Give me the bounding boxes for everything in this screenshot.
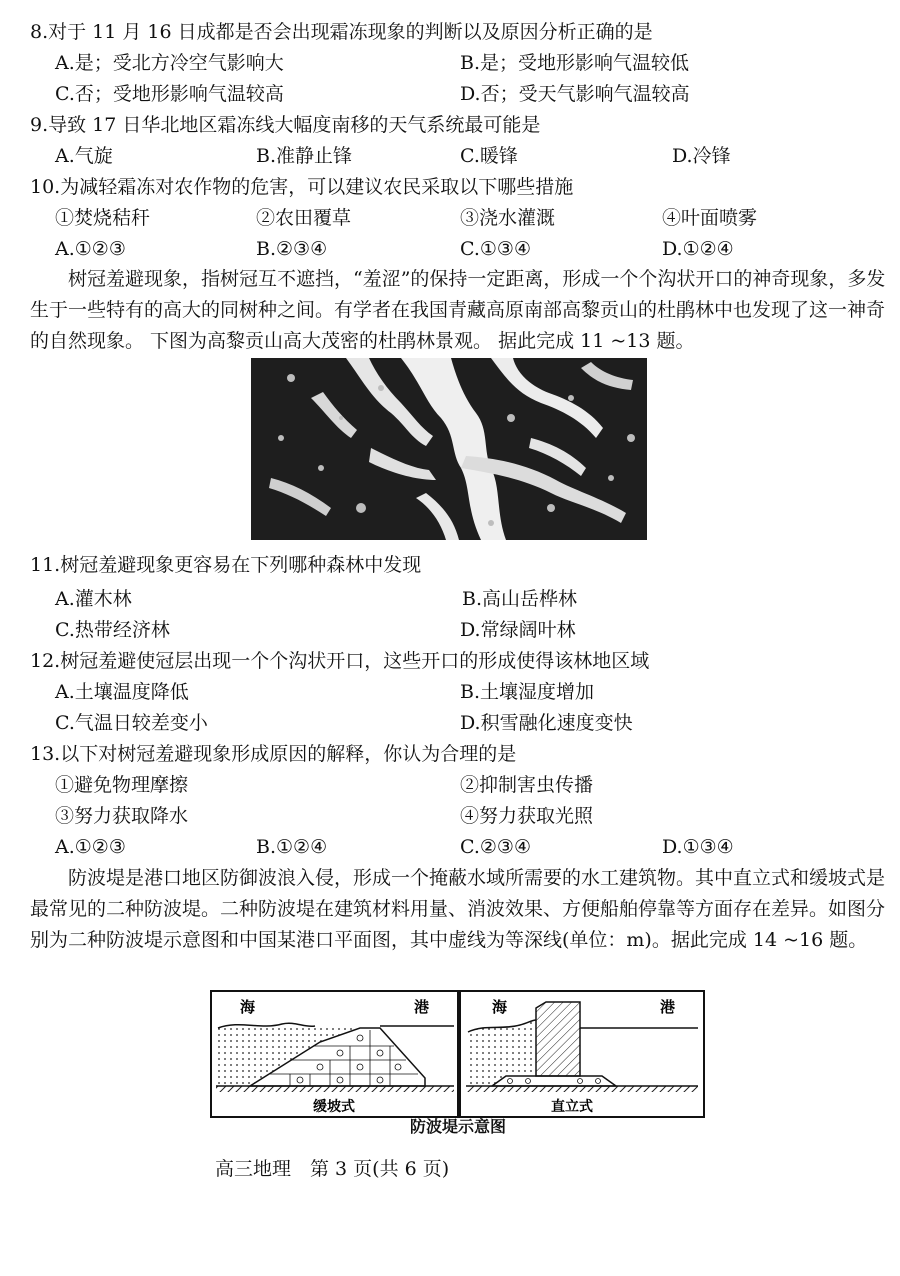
q11-option-c: C.热带经济林 <box>55 619 170 641</box>
passage-breakwater <box>30 863 890 956</box>
q13-item-3: ③努力获取降水 <box>55 805 189 827</box>
right-port-label: 港 <box>660 998 676 1016</box>
q11-option-b: B.高山岳桦林 <box>462 588 578 610</box>
q8-option-a: A.是；受北方冷空气影响大 <box>55 52 284 74</box>
q10-option-c: C.①③④ <box>460 238 531 260</box>
q9-option-c: C.暖锋 <box>460 145 518 167</box>
q10-item-4: ④叶面喷雾 <box>662 207 758 229</box>
q10-option-a: A.①②③ <box>55 238 126 260</box>
q12-option-b: B.土壤湿度增加 <box>460 681 595 703</box>
left-port-label: 港 <box>414 998 430 1016</box>
q10-option-d: D.①②④ <box>662 238 734 260</box>
q8-option-c: C.否；受地形影响气温较高 <box>55 83 284 105</box>
figure-title: 防波堤示意图 <box>409 1117 506 1136</box>
q10-stem: 10.为减轻霜冻对农作物的危害，可以建议农民采取以下哪些措施 <box>30 176 574 198</box>
q8-option-d: D.否；受天气影响气温较高 <box>460 83 690 105</box>
q10-item-2: ②农田覆草 <box>256 207 352 229</box>
q9-stem: 9.导致 17 日华北地区霜冻线大幅度南移的天气系统最可能是 <box>30 114 541 136</box>
right-sea-label: 海 <box>492 998 508 1016</box>
q8-stem: 8.对于 11 月 16 日成都是否会出现霜冻现象的判断以及原因分析正确的是 <box>30 21 653 43</box>
q13-item-1: ①避免物理摩擦 <box>55 774 189 796</box>
q13-option-b: B.①②④ <box>256 836 328 858</box>
q10-item-1: ①焚烧秸秆 <box>55 207 151 229</box>
q13-stem: 13.以下对树冠羞避现象形成原因的解释，你认为合理的是 <box>30 743 517 765</box>
q13-option-d: D.①③④ <box>662 836 734 858</box>
passage-crown-shyness <box>30 264 890 357</box>
q12-option-d: D.积雪融化速度变快 <box>460 712 633 734</box>
q13-item-4: ④努力获取光照 <box>460 805 594 827</box>
q13-item-2: ②抑制害虫传播 <box>460 774 594 796</box>
q12-option-c: C.气温日较差变小 <box>55 712 208 734</box>
q9-option-b: B.准静止锋 <box>256 145 353 167</box>
page-footer: 高三地理 第 3 页(共 6 页) <box>215 1158 450 1180</box>
q13-option-c: C.②③④ <box>460 836 531 858</box>
left-sea-label: 海 <box>240 998 256 1016</box>
canopy-photo <box>251 358 647 540</box>
q10-option-b: B.②③④ <box>256 238 328 260</box>
q12-option-a: A.土壤温度降低 <box>55 681 189 703</box>
q9-option-a: A.气旋 <box>55 145 113 167</box>
right-caption: 直立式 <box>551 1099 593 1115</box>
q9-option-d: D.冷锋 <box>672 145 731 167</box>
q12-stem: 12.树冠羞避使冠层出现一个个沟状开口，这些开口的形成使得该林地区域 <box>30 650 650 672</box>
q11-stem: 11.树冠羞避现象更容易在下列哪种森林中发现 <box>30 554 422 576</box>
q11-option-a: A.灌木林 <box>55 588 132 610</box>
q11-option-d: D.常绿阔叶林 <box>460 619 576 641</box>
q8-option-b: B.是；受地形影响气温较低 <box>460 52 690 74</box>
passage-crown-shyness-text: 树冠羞避现象，指树冠互不遮挡，“羞涩”的保持一定距离，形成一个个沟状开口的神奇现象，多发生于一些特有的高大的同树种之间。有学者在我国青藏高原南部高黎贡山的杜鹃林中也发现了这一神奇的自然现象。 下图为高黎贡山高大茂密的杜鹃林景观。 据此完成 11 ~13 题。 <box>30 268 886 352</box>
breakwater-diagram <box>210 990 706 1118</box>
passage-breakwater-text: 防波堤是港口地区防御波浪入侵，形成一个掩蔽水域所需要的水工建筑物。其中直立式和缓坡式是最常见的二种防波堤。二种防波堤在建筑材料用量、消波效果、方便船舶停靠等方面存在差异。如图分别为二种防波堤示意图和中国某港口平面图，其中虚线为等深线(单位：m)。据此完成 14 ~16 题。 <box>30 867 886 951</box>
left-caption: 缓坡式 <box>313 1099 355 1115</box>
q10-item-3: ③浇水灌溉 <box>460 207 556 229</box>
q13-option-a: A.①②③ <box>55 836 126 858</box>
